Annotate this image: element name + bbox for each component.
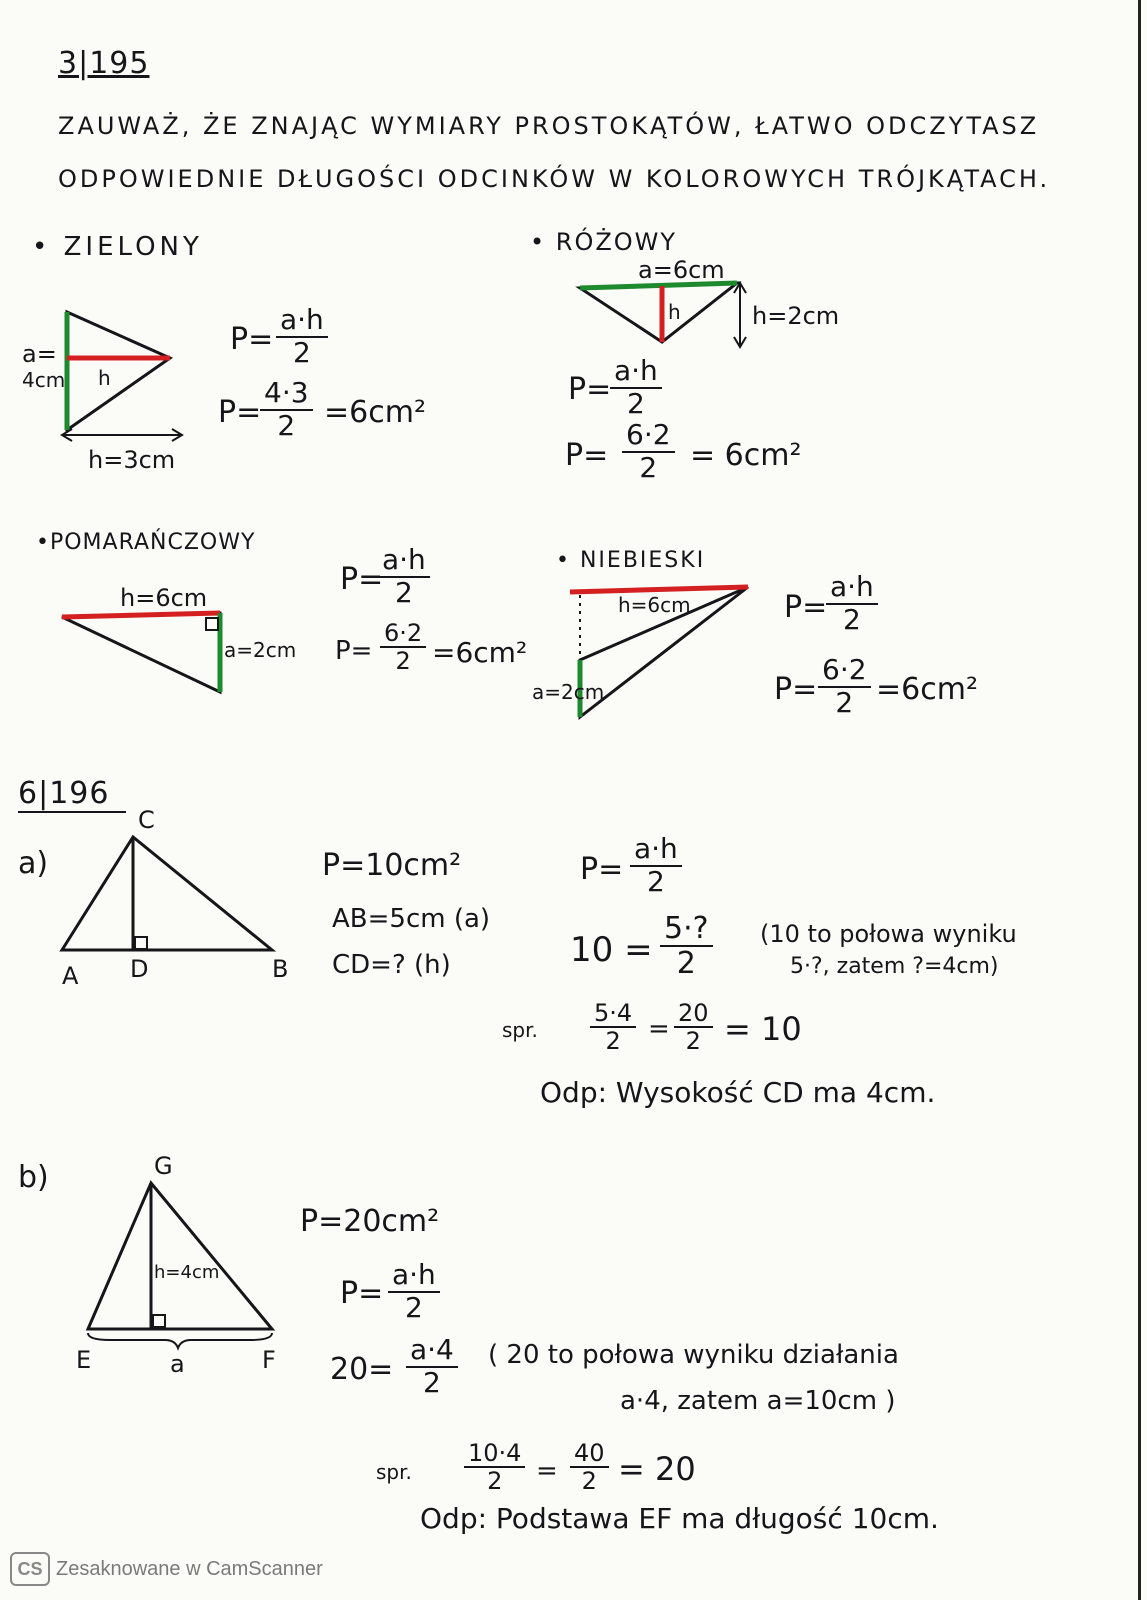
- part-b-check-fraction-2: [570, 1440, 609, 1495]
- blue-calc-result: =6cm²: [876, 672, 978, 707]
- part-b-formula-fraction: [388, 1260, 440, 1324]
- fraction-denominator: 2: [487, 1467, 503, 1496]
- green-calc-fraction: [260, 378, 313, 442]
- intro-line-2: ODPOWIEDNIE DŁUGOŚCI ODCINKÓW W KOLOROWYCH TRÓJKĄTACH.: [58, 165, 1051, 193]
- green-h-label: h: [98, 366, 111, 390]
- fraction-numerator: a·h: [276, 305, 328, 338]
- orange-triangle: [62, 613, 220, 692]
- camscanner-logo: CS: [10, 1552, 50, 1586]
- pink-formula-fraction: [610, 356, 662, 420]
- green-a-value: 4cm: [22, 368, 66, 392]
- fraction-numerator: a·h: [826, 572, 878, 605]
- fraction-numerator: 10·4: [464, 1440, 525, 1468]
- blue-calc-fraction: [818, 655, 871, 719]
- orange-calc-fraction: [380, 620, 426, 675]
- section-title-blue: • NIEBIESKI: [556, 548, 706, 573]
- fraction-numerator: 6·2: [818, 655, 871, 688]
- pink-h-right: h=2cm: [752, 302, 840, 330]
- part-b-base-label: a: [170, 1350, 185, 1378]
- green-calc-p: P=: [218, 395, 262, 430]
- fraction-numerator: a·h: [388, 1260, 440, 1293]
- part-a-equation-fraction: [660, 912, 713, 980]
- fraction-numerator: a·h: [630, 834, 682, 867]
- blue-h-top: h=6cm: [618, 593, 691, 617]
- part-b-formula-p: P=: [340, 1276, 384, 1311]
- part-a-check-result: = 10: [724, 1010, 802, 1048]
- orange-calc-p: P=: [335, 636, 373, 666]
- fraction-denominator: 2: [685, 1027, 701, 1056]
- fraction-denominator: 2: [423, 1365, 441, 1399]
- section-title-orange: •POMARAŃCZOWY: [36, 530, 256, 555]
- blue-a-left: a=2cm: [532, 680, 605, 704]
- fraction-denominator: 2: [395, 647, 411, 676]
- part-a-check-fraction-1: [590, 1000, 636, 1055]
- fraction-numerator: a·h: [610, 356, 662, 389]
- vertex-d: D: [130, 955, 149, 983]
- fraction-numerator: 5·4: [590, 1000, 636, 1028]
- pink-calc-result: = 6cm²: [690, 438, 802, 473]
- orange-calc-result: =6cm²: [432, 636, 528, 669]
- vertex-c: C: [138, 806, 155, 834]
- fraction-denominator: 2: [676, 946, 696, 981]
- fraction-numerator: 5·?: [660, 912, 713, 947]
- intro-line-1: ZAUWAŻ, ŻE ZNAJĄC WYMIARY PROSTOKĄTÓW, ŁATWO ODCZYTASZ: [58, 112, 1040, 140]
- part-b-note-line-1: ( 20 to połowa wyniku działania: [488, 1340, 899, 1370]
- pink-h-label: h: [668, 300, 681, 324]
- vertex-f: F: [262, 1346, 276, 1374]
- pink-triangle: [580, 283, 746, 347]
- given-cd: CD=? (h): [332, 950, 451, 980]
- part-b-equation-left: 20=: [330, 1352, 394, 1387]
- camscanner-watermark: [10, 1552, 323, 1586]
- part-a-formula-p: P=: [580, 852, 624, 887]
- vertex-g: G: [154, 1152, 173, 1180]
- given-area-b: P=20cm²: [300, 1204, 440, 1239]
- part-b-height-label: h=4cm: [154, 1262, 220, 1283]
- orange-a-right: a=2cm: [224, 638, 297, 662]
- pink-calc-fraction: [622, 420, 675, 484]
- fraction-numerator: 6·2: [622, 420, 675, 453]
- section-title-pink: • RÓŻOWY: [530, 228, 678, 256]
- part-b-check-result: = 20: [618, 1450, 696, 1488]
- green-calc-result: =6cm²: [324, 395, 426, 430]
- part-a-equation-left: 10 =: [570, 930, 653, 970]
- vertex-b: B: [272, 955, 289, 983]
- part-a-label: a): [18, 846, 49, 881]
- fraction-denominator: 2: [605, 1027, 621, 1056]
- fraction-numerator: 20: [674, 1000, 713, 1028]
- blue-formula-p: P=: [784, 590, 828, 625]
- pink-a-top: a=6cm: [638, 256, 725, 284]
- blue-formula-fraction: [826, 572, 878, 636]
- fraction-numerator: 6·2: [380, 620, 426, 648]
- part-a-check-fraction-2: [674, 1000, 713, 1055]
- camscanner-text: Zesaknowane w CamScanner: [56, 1557, 323, 1580]
- part-b-check-label: spr.: [376, 1460, 412, 1484]
- task-number-6-196: 6|196: [18, 776, 110, 811]
- part-b-answer: Odp: Podstawa EF ma długość 10cm.: [420, 1502, 939, 1535]
- vertex-a: A: [62, 962, 79, 990]
- green-a-label: a=: [22, 340, 57, 368]
- triangle-abc: [62, 837, 272, 950]
- given-ab: AB=5cm (a): [332, 904, 491, 934]
- fraction-denominator: 2: [842, 602, 861, 636]
- fraction-denominator: 2: [394, 575, 413, 609]
- part-a-check-label: spr.: [502, 1018, 538, 1042]
- fraction-numerator: 4·3: [260, 378, 313, 411]
- fraction-denominator: 2: [639, 450, 658, 484]
- fraction-denominator: 2: [835, 685, 854, 719]
- blue-calc-p: P=: [774, 672, 818, 707]
- pink-calc-p: P=: [565, 438, 609, 473]
- fraction-denominator: 2: [646, 864, 665, 898]
- green-triangle: [62, 312, 182, 441]
- fraction-numerator: a·4: [406, 1335, 458, 1368]
- part-b-label: b): [18, 1160, 49, 1195]
- part-a-check-equals: =: [648, 1014, 670, 1044]
- part-b-note-line-2: a·4, zatem a=10cm ): [620, 1386, 896, 1416]
- green-h-bottom: h=3cm: [88, 446, 176, 474]
- green-formula-p: P=: [230, 322, 274, 357]
- fraction-denominator: 2: [292, 335, 311, 369]
- part-a-formula-fraction: [630, 834, 682, 898]
- orange-formula-fraction: [378, 545, 430, 609]
- green-formula-fraction: [276, 305, 328, 369]
- fraction-denominator: 2: [581, 1467, 597, 1496]
- part-b-check-equals: =: [536, 1456, 558, 1486]
- orange-formula-p: P=: [340, 562, 384, 597]
- part-b-check-fraction-1: [464, 1440, 525, 1495]
- part-a-note-line-1: (10 to połowa wyniku: [760, 920, 1017, 948]
- section-title-green: • ZIELONY: [32, 232, 203, 262]
- part-a-note-line-2: 5·?, zatem ?=4cm): [790, 954, 999, 979]
- fraction-denominator: 2: [277, 408, 296, 442]
- given-area-a: P=10cm²: [322, 848, 462, 883]
- fraction-numerator: 40: [570, 1440, 609, 1468]
- fraction-numerator: a·h: [378, 545, 430, 578]
- part-a-answer: Odp: Wysokość CD ma 4cm.: [540, 1076, 936, 1109]
- task-number-3-195: 3|195: [58, 46, 150, 81]
- fraction-denominator: 2: [626, 386, 645, 420]
- fraction-denominator: 2: [404, 1290, 423, 1324]
- pink-formula-p: P=: [568, 372, 612, 407]
- orange-h-top: h=6cm: [120, 584, 208, 612]
- part-b-equation-fraction: [406, 1335, 458, 1399]
- vertex-e: E: [76, 1346, 92, 1374]
